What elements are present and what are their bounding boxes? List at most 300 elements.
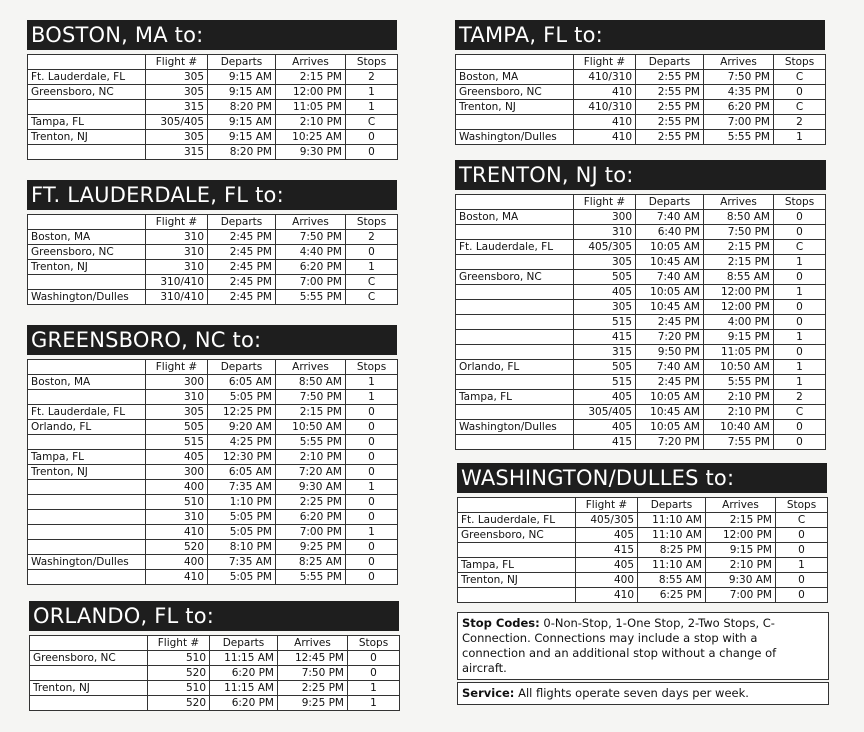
arrives-cell: 12:00 PM [706,528,776,543]
header-cell-flight: Flight # [576,498,638,513]
arrives-cell: 7:50 PM [276,390,346,405]
flight-cell: 305 [146,70,208,85]
section-greensboro [27,325,397,585]
header-cell-destination [30,636,148,651]
section-tampa [455,20,825,145]
table-row [30,696,400,711]
destination-cell: Tampa, FL [28,115,146,130]
departs-cell: 6:05 AM [208,465,276,480]
stops-cell: 1 [346,100,398,115]
stops-cell: 0 [346,405,398,420]
departs-cell: 10:45 AM [636,405,704,420]
arrives-cell: 7:50 PM [704,225,774,240]
arrives-cell: 5:55 PM [704,130,774,145]
stops-cell: 0 [346,145,398,160]
departs-cell: 8:25 PM [638,543,706,558]
table-header-row [28,215,398,230]
header-cell-departs: Departs [636,195,704,210]
departs-cell: 11:10 AM [638,558,706,573]
stops-cell: C [346,290,398,305]
table-row [30,666,400,681]
arrives-cell: 9:30 AM [276,480,346,495]
table-row [458,528,828,543]
destination-cell: Tampa, FL [456,390,574,405]
departs-cell: 7:40 AM [636,210,704,225]
destination-cell [30,666,148,681]
flight-cell: 410/310 [574,70,636,85]
schedule-table [27,359,398,585]
arrives-cell: 5:55 PM [276,290,346,305]
destination-cell [458,543,576,558]
flight-cell: 510 [148,651,210,666]
departs-cell: 10:05 AM [636,420,704,435]
arrives-cell: 4:00 PM [704,315,774,330]
destination-cell [456,405,574,420]
section-title: TRENTON, NJ to: [455,160,826,190]
arrives-cell: 8:50 AM [704,210,774,225]
table-row [458,573,828,588]
flight-cell: 310 [146,510,208,525]
flight-cell: 400 [146,555,208,570]
table-row [456,375,826,390]
service-box [457,682,829,705]
table-row [28,555,398,570]
departs-cell: 9:15 AM [208,115,276,130]
table-row [456,70,826,85]
table-row [456,100,826,115]
departs-cell: 2:45 PM [636,315,704,330]
destination-cell: Washington/Dulles [28,290,146,305]
table-row [28,260,398,275]
arrives-cell: 2:10 PM [706,558,776,573]
arrives-cell: 10:40 AM [704,420,774,435]
destination-cell [28,390,146,405]
table-row [458,513,828,528]
departs-cell: 6:40 PM [636,225,704,240]
arrives-cell: 7:00 PM [704,115,774,130]
destination-cell: Trenton, NJ [458,573,576,588]
flight-cell: 310/410 [146,275,208,290]
departs-cell: 2:55 PM [636,130,704,145]
destination-cell [28,480,146,495]
arrives-cell: 11:05 PM [704,345,774,360]
table-row [456,85,826,100]
table-row [28,100,398,115]
flight-cell: 520 [148,666,210,681]
arrives-cell: 9:25 PM [276,540,346,555]
destination-cell: Washington/Dulles [456,130,574,145]
header-cell-stops: Stops [346,215,398,230]
destination-cell [28,275,146,290]
flight-cell: 505 [574,360,636,375]
arrives-cell: 7:20 AM [276,465,346,480]
arrives-cell: 9:15 PM [704,330,774,345]
stops-cell: 1 [776,558,828,573]
stops-cell: 0 [346,465,398,480]
stops-cell: C [774,100,826,115]
destination-cell [456,300,574,315]
flight-cell: 310 [146,230,208,245]
departs-cell: 7:40 AM [636,360,704,375]
section-washington-dulles [457,463,827,603]
arrives-cell: 9:30 AM [706,573,776,588]
table-row [28,435,398,450]
stops-cell: 0 [346,555,398,570]
table-row [28,525,398,540]
flight-cell: 410 [574,115,636,130]
stop-codes-label: Stop Codes: [462,616,540,630]
flight-cell: 415 [576,543,638,558]
destination-cell: Trenton, NJ [28,465,146,480]
flight-cell: 515 [574,315,636,330]
arrives-cell: 12:00 PM [276,85,346,100]
flight-cell: 405 [574,390,636,405]
destination-cell [456,315,574,330]
section-title: ORLANDO, FL to: [29,601,399,631]
stops-cell: 2 [346,230,398,245]
destination-cell: Tampa, FL [458,558,576,573]
stops-cell: 1 [774,130,826,145]
table-row [456,435,826,450]
stops-cell: 0 [776,573,828,588]
stops-cell: C [774,240,826,255]
stops-cell: C [774,405,826,420]
table-row [28,390,398,405]
departs-cell: 6:20 PM [210,696,278,711]
destination-cell [28,495,146,510]
flight-cell: 400 [576,573,638,588]
section-title: TAMPA, FL to: [455,20,825,50]
stops-cell: 0 [776,528,828,543]
destination-cell: Greensboro, NC [30,651,148,666]
table-header-row [30,636,400,651]
header-cell-stops: Stops [776,498,828,513]
section-ft-lauderdale [27,180,397,305]
departs-cell: 10:05 AM [636,285,704,300]
table-row [456,315,826,330]
arrives-cell: 6:20 PM [276,510,346,525]
arrives-cell: 2:15 PM [706,513,776,528]
destination-cell: Trenton, NJ [28,260,146,275]
arrives-cell: 4:35 PM [704,85,774,100]
departs-cell: 2:55 PM [636,115,704,130]
table-row [28,245,398,260]
arrives-cell: 10:50 AM [276,420,346,435]
table-row [456,130,826,145]
stop-codes-box [457,612,829,680]
arrives-cell: 6:20 PM [704,100,774,115]
stops-cell: 0 [346,495,398,510]
table-row [456,330,826,345]
stops-cell: 0 [348,651,400,666]
destination-cell: Tampa, FL [28,450,146,465]
arrives-cell: 7:55 PM [704,435,774,450]
table-row [456,420,826,435]
destination-cell: Ft. Lauderdale, FL [28,405,146,420]
header-cell-arrives: Arrives [278,636,348,651]
stops-cell: 0 [346,420,398,435]
table-row [28,230,398,245]
arrives-cell: 7:50 PM [278,666,348,681]
header-cell-destination [458,498,576,513]
table-row [28,540,398,555]
table-row [458,558,828,573]
stops-cell: 0 [774,315,826,330]
flight-cell: 310 [574,225,636,240]
header-cell-arrives: Arrives [276,55,346,70]
section-boston [27,20,397,160]
table-row [28,70,398,85]
departs-cell: 7:40 AM [636,270,704,285]
schedule-table [27,214,398,305]
stops-cell: 0 [346,570,398,585]
stops-cell: 0 [346,540,398,555]
arrives-cell: 8:50 AM [276,375,346,390]
flight-cell: 505 [574,270,636,285]
table-row [456,345,826,360]
destination-cell [456,375,574,390]
header-cell-arrives: Arrives [276,360,346,375]
flight-cell: 505 [146,420,208,435]
flight-cell: 305 [146,130,208,145]
table-header-row [456,55,826,70]
table-row [458,543,828,558]
header-cell-arrives: Arrives [276,215,346,230]
destination-cell: Boston, MA [28,375,146,390]
header-cell-flight: Flight # [574,195,636,210]
stops-cell: 2 [774,115,826,130]
departs-cell: 9:15 AM [208,130,276,145]
departs-cell: 5:05 PM [208,510,276,525]
flight-cell: 305 [574,255,636,270]
departs-cell: 11:10 AM [638,528,706,543]
table-row [28,130,398,145]
arrives-cell: 9:30 PM [276,145,346,160]
header-cell-flight: Flight # [146,55,208,70]
table-header-row [28,360,398,375]
destination-cell: Greensboro, NC [28,85,146,100]
flight-cell: 315 [146,100,208,115]
stops-cell: 1 [348,681,400,696]
departs-cell: 11:15 AM [210,681,278,696]
arrives-cell: 8:55 AM [704,270,774,285]
flight-cell: 405 [574,420,636,435]
departs-cell: 10:45 AM [636,300,704,315]
stops-cell: 1 [774,330,826,345]
departs-cell: 12:25 PM [208,405,276,420]
arrives-cell: 5:55 PM [276,435,346,450]
flight-cell: 310 [146,245,208,260]
stops-cell: 2 [346,70,398,85]
table-row [30,681,400,696]
arrives-cell: 2:10 PM [704,390,774,405]
header-cell-stops: Stops [346,360,398,375]
arrives-cell: 7:00 PM [706,588,776,603]
stops-cell: 1 [346,375,398,390]
departs-cell: 7:35 AM [208,480,276,495]
departs-cell: 7:20 PM [636,330,704,345]
stops-cell: 1 [774,285,826,300]
departs-cell: 11:15 AM [210,651,278,666]
departs-cell: 10:45 AM [636,255,704,270]
destination-cell [456,435,574,450]
departs-cell: 5:05 PM [208,570,276,585]
flight-cell: 520 [148,696,210,711]
table-header-row [28,55,398,70]
header-cell-departs: Departs [208,360,276,375]
destination-cell: Greensboro, NC [456,270,574,285]
stops-cell: 1 [346,85,398,100]
stops-cell: 0 [774,420,826,435]
flight-cell: 305 [146,85,208,100]
flight-cell: 310 [146,260,208,275]
stops-cell: C [774,70,826,85]
departs-cell: 2:45 PM [208,290,276,305]
stops-cell: 1 [348,696,400,711]
table-row [28,115,398,130]
departs-cell: 6:25 PM [638,588,706,603]
departs-cell: 4:25 PM [208,435,276,450]
stops-cell: 0 [774,270,826,285]
table-row [30,651,400,666]
departs-cell: 2:45 PM [208,275,276,290]
stops-cell: C [346,275,398,290]
departs-cell: 2:45 PM [208,260,276,275]
arrives-cell: 5:55 PM [276,570,346,585]
departs-cell: 8:10 PM [208,540,276,555]
flight-cell: 405 [574,285,636,300]
destination-cell: Boston, MA [456,70,574,85]
table-row [28,480,398,495]
flight-cell: 405 [576,528,638,543]
flight-cell: 410 [576,588,638,603]
arrives-cell: 2:10 PM [276,450,346,465]
flight-cell: 415 [574,330,636,345]
arrives-cell: 2:10 PM [276,115,346,130]
departs-cell: 2:55 PM [636,70,704,85]
header-cell-arrives: Arrives [704,55,774,70]
table-row [28,85,398,100]
table-row [456,240,826,255]
flight-cell: 410 [574,85,636,100]
table-row [456,210,826,225]
stops-cell: C [776,513,828,528]
stops-cell: 0 [346,450,398,465]
section-orlando [29,601,399,711]
header-cell-stops: Stops [346,55,398,70]
header-cell-destination [456,195,574,210]
departs-cell: 6:20 PM [210,666,278,681]
stops-cell: 0 [346,245,398,260]
service-label: Service: [462,686,515,700]
stops-cell: 1 [346,260,398,275]
section-title: GREENSBORO, NC to: [27,325,397,355]
departs-cell: 7:20 PM [636,435,704,450]
table-header-row [456,195,826,210]
flight-cell: 305 [574,300,636,315]
arrives-cell: 5:55 PM [704,375,774,390]
departs-cell: 2:55 PM [636,85,704,100]
flight-cell: 300 [146,465,208,480]
flight-cell: 400 [146,480,208,495]
stops-cell: 0 [346,435,398,450]
service-text: All flights operate seven days per week. [518,686,749,700]
flight-cell: 405/305 [576,513,638,528]
table-row [458,588,828,603]
arrives-cell: 10:25 AM [276,130,346,145]
departs-cell: 10:05 AM [636,390,704,405]
table-row [456,225,826,240]
arrives-cell: 12:00 PM [704,285,774,300]
header-cell-flight: Flight # [146,215,208,230]
destination-cell: Ft. Lauderdale, FL [458,513,576,528]
section-title: WASHINGTON/DULLES to: [457,463,827,493]
departs-cell: 5:05 PM [208,525,276,540]
destination-cell: Washington/Dulles [456,420,574,435]
header-cell-destination [28,55,146,70]
arrives-cell: 2:15 PM [276,70,346,85]
stops-cell: 1 [346,390,398,405]
header-cell-stops: Stops [348,636,400,651]
header-cell-departs: Departs [210,636,278,651]
table-row [28,405,398,420]
stops-cell: 0 [348,666,400,681]
flight-cell: 510 [148,681,210,696]
table-row [28,495,398,510]
arrives-cell: 2:15 PM [276,405,346,420]
header-cell-arrives: Arrives [706,498,776,513]
flight-cell: 520 [146,540,208,555]
departs-cell: 2:55 PM [636,100,704,115]
table-row [456,300,826,315]
arrives-cell: 2:25 PM [278,681,348,696]
schedule-table [29,635,400,711]
arrives-cell: 10:50 AM [704,360,774,375]
header-cell-stops: Stops [774,195,826,210]
table-header-row [458,498,828,513]
header-cell-flight: Flight # [574,55,636,70]
header-cell-flight: Flight # [146,360,208,375]
arrives-cell: 9:15 PM [706,543,776,558]
destination-cell [28,570,146,585]
schedule-table [455,54,826,145]
table-row [28,450,398,465]
header-cell-destination [28,215,146,230]
header-cell-destination [456,55,574,70]
stops-cell: 0 [774,345,826,360]
stops-cell: 2 [774,390,826,405]
arrives-cell: 6:20 PM [276,260,346,275]
stops-cell: C [346,115,398,130]
flight-cell: 515 [146,435,208,450]
stops-cell: 0 [776,588,828,603]
stops-cell: 0 [774,300,826,315]
table-row [28,570,398,585]
arrives-cell: 2:15 PM [704,255,774,270]
destination-cell: Greensboro, NC [456,85,574,100]
flight-cell: 405 [146,450,208,465]
flight-cell: 310 [146,390,208,405]
destination-cell [456,225,574,240]
table-row [28,275,398,290]
departs-cell: 5:05 PM [208,390,276,405]
table-row [28,465,398,480]
arrives-cell: 12:45 PM [278,651,348,666]
destination-cell: Orlando, FL [456,360,574,375]
arrives-cell: 4:40 PM [276,245,346,260]
arrives-cell: 2:25 PM [276,495,346,510]
destination-cell [456,255,574,270]
